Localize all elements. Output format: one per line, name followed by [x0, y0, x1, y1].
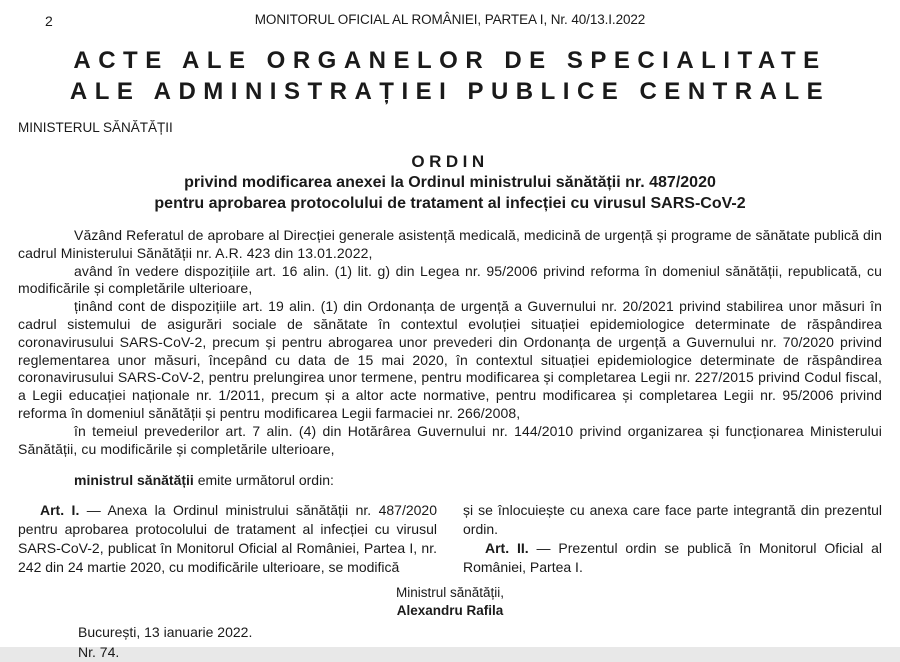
article-2 — [463, 539, 882, 577]
order-number: Nr. 74. — [78, 643, 120, 660]
preamble — [18, 227, 882, 458]
place-and-date: București, 13 ianuarie 2022. — [78, 624, 253, 641]
order-subtitle-line2: pentru aprobarea protocolului de tratament al infecției cu virusul SARS-CoV-2 — [154, 195, 746, 212]
enacting-clause-rest: emite următorul ordin: — [193, 472, 334, 489]
article-1-continuation: și se înlocuiește cu anexa care face parte integrantă din prezentul ordin. — [463, 502, 882, 538]
gazette-header-title: MONITORUL OFICIAL AL ROMÂNIEI, PARTEA I, Nr. 40/13.I.2022 — [254, 12, 646, 27]
preamble-paragraph-4: în temeiul prevederilor art. 7 alin. (4) din Hotărârea Guvernului nr. 144/2010 privind organizarea și funcționarea Ministerului Sănătății, cu modificările și completările ulterioare, — [18, 422, 882, 457]
articles-columns — [18, 501, 882, 577]
preamble-paragraph-1: Văzând Referatul de aprobare al Direcției generale asistență medicală, medicină de urgență și programe de sănătate publică din cadrul Ministerului Sănătății nr. A.R. 423 din 13.01.2022, — [18, 227, 882, 261]
preamble-paragraph-2: având în vedere dispozițiile art. 16 alin. (1) lit. g) din Legea nr. 95/2006 privind reforma în domeniul sănătății, republicată, cu modificările și completările ulterioare, — [18, 262, 882, 297]
order-heading — [18, 151, 882, 214]
preamble-paragraph-3: ținând cont de dispozițiile art. 19 alin. (1) din Ordonanța de urgență a Guvernului nr. 20/2021 privind stabilirea unor măsuri în cadrul sistemului de asigurări sociale de sănătate în contextul evoluției situației epidemiologice determinate de răspândirea coronavirusului SARS-CoV-2, precum și pentru abrogarea unor prevederi din Ordonanța de urgență a Guvernului nr. 70/2020 privind reglementarea unor măsuri, începând cu data de 15 mai 2020, în contextul situației epidemiologice determinate de răspândirea coronavirusului SARS-CoV-2, pentru prelungirea unor termene, pentru modificarea și completarea Legii nr. 227/2015 privind Codul fiscal, a Legii educației naționale nr. 1/2011, precum și a altor acte normative, pentru modificarea și completarea Legii nr. 95/2006 privind reforma în domeniul sănătății și pentru modificarea Legii farmaciei nr. 266/2008, — [18, 298, 882, 421]
document-footer — [78, 623, 882, 662]
section-title — [18, 45, 882, 107]
signatory-name: Alexandru Rafila — [396, 603, 504, 619]
order-title: ORDIN — [411, 152, 489, 171]
page-header — [18, 12, 882, 32]
order-subtitle-line1: privind modificarea anexei la Ordinul ministrului sănătății nr. 487/2020 — [184, 174, 716, 191]
article-1-label: Art. I. — [40, 502, 80, 519]
enacting-clause-bold: ministrul sănătății — [74, 472, 194, 489]
signature-block — [18, 584, 882, 620]
article-2-text: — Prezentul ordin se publică în Monitorul Oficial al României, Partea I. — [463, 540, 882, 576]
issuing-authority: MINISTERUL SĂNĂTĂȚII — [18, 120, 173, 135]
left-column — [18, 501, 437, 577]
signatory-title: Ministrul sănătății, — [395, 585, 505, 601]
enacting-clause — [18, 471, 882, 489]
section-title-line2: ALE ADMINISTRAȚIEI PUBLICE CENTRALE — [69, 78, 831, 105]
right-column — [463, 501, 882, 577]
section-title-line1: ACTE ALE ORGANELOR DE SPECIALITATE — [73, 47, 827, 74]
article-1 — [18, 501, 437, 577]
page-number: 2 — [45, 13, 53, 29]
article-1-text: — Anexa la Ordinul ministrului sănătății nr. 487/2020 pentru aprobarea protocolului de tratament al infecției cu virusul SARS-CoV-2, publicat în Monitorul Oficial al României, Partea I, nr. 242 din 24 martie 2020, cu modificările ulterioare, se modifică — [18, 502, 438, 576]
article-2-label: Art. II. — [485, 540, 529, 557]
